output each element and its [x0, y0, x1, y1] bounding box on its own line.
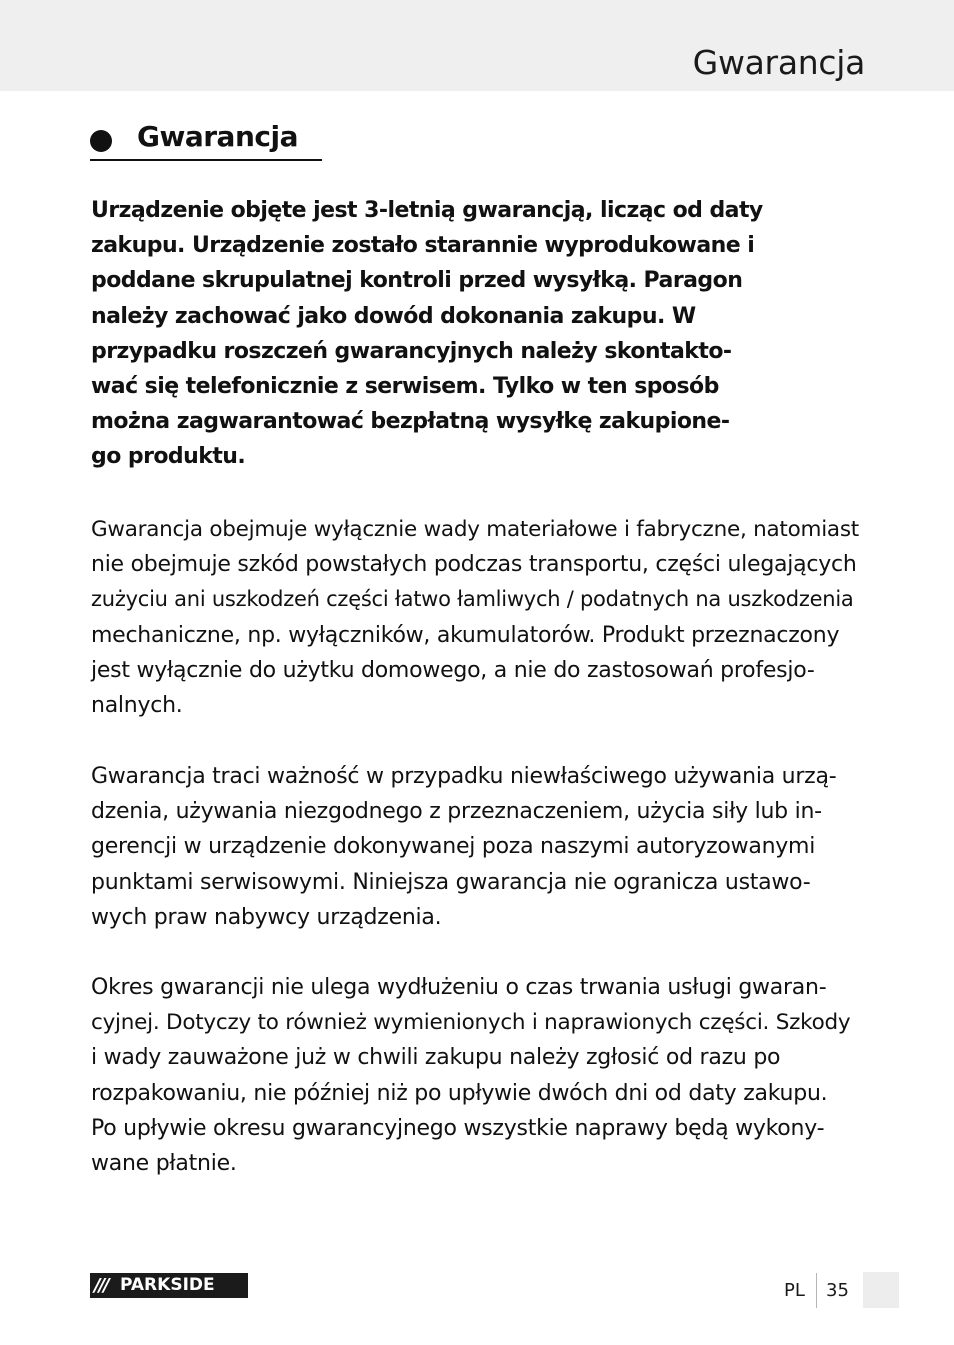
page-header-title: Gwarancja	[692, 43, 865, 82]
text-line: punktami serwisowymi. Niniejsza gwarancja nie ogranicza ustawo-	[91, 869, 811, 895]
text-line: wych praw nabywcy urządzenia.	[91, 904, 442, 930]
page-number: 35	[826, 1280, 849, 1301]
text-line: Urządzenie objęte jest 3-letnią gwarancją, licząc od daty	[91, 198, 763, 223]
text-line: poddane skrupulatnej kontroli przed wysyłką. Paragon	[91, 268, 743, 294]
text-line: Okres gwarancji nie ulega wydłużeniu o czas trwania usługi gwaran-	[91, 975, 827, 1000]
text-line: gerencji w urządzenie dokonywanej poza naszymi autoryzowanymi	[91, 834, 816, 860]
text-line: rozpakowaniu, nie później niż po upływie dwóch dni od daty zakupu.	[91, 1080, 828, 1106]
text-line: można zagwarantować bezpłatną wysyłkę zakupione-	[91, 409, 730, 435]
text-line: wać się telefonicznie z serwisem. Tylko w ten sposób	[91, 373, 719, 399]
text-line: dzenia, używania niezgodnego z przeznaczeniem, użycia siły lub in-	[91, 799, 822, 825]
section-heading-text: Gwarancja	[137, 120, 298, 153]
text-line: wane płatnie.	[91, 1150, 237, 1176]
text-line: Gwarancja obejmuje wyłącznie wady materiałowe i fabryczne, natomiast	[91, 517, 859, 542]
text-line: zużyciu ani uszkodzeń części łatwo łamliwych / podatnych na uszkodzenia	[91, 587, 854, 612]
warranty-period-paragraph	[91, 970, 863, 1181]
text-line: cyjnej. Dotyczy to również wymienionych i naprawionych części. Szkody	[91, 1010, 851, 1036]
text-line: zakupu. Urządzenie zostało starannie wyprodukowane i	[91, 233, 755, 259]
warranty-intro-paragraph	[91, 193, 863, 475]
text-line: mechaniczne, np. wyłączników, akumulatorów. Produkt przeznaczony	[91, 622, 840, 648]
page-tab-marker	[863, 1272, 899, 1308]
section-heading	[90, 117, 322, 161]
text-line: go produktu.	[91, 444, 246, 470]
text-line: nie obejmuje szkód powstałych podczas transportu, części ulegających	[91, 552, 857, 578]
text-line: Po upływie okresu gwarancyjnego wszystkie naprawy będą wykony-	[91, 1115, 825, 1141]
text-line: i wady zauważone już w chwili zakupu należy zgłosić od razu po	[91, 1045, 781, 1071]
bullet-icon	[90, 130, 112, 152]
footer-divider	[816, 1273, 817, 1308]
warranty-scope-paragraph	[91, 512, 863, 723]
text-line: należy zachować jako dowód dokonania zakupu. W	[91, 303, 696, 329]
heading-underline	[90, 159, 322, 161]
warranty-void-paragraph	[91, 759, 863, 935]
text-line: Gwarancja traci ważność w przypadku niewłaściwego używania urzą-	[91, 764, 837, 789]
text-line: przypadku roszczeń gwarancyjnych należy skontakto-	[91, 338, 732, 364]
logo-text: PARKSIDE	[120, 1275, 215, 1295]
text-line: nalnych.	[91, 692, 183, 718]
parkside-logo	[90, 1273, 248, 1298]
language-code: PL	[784, 1280, 805, 1301]
text-line: jest wyłącznie do użytku domowego, a nie do zastosowań profesjo-	[91, 657, 815, 683]
logo-slashes: ///	[94, 1275, 108, 1296]
